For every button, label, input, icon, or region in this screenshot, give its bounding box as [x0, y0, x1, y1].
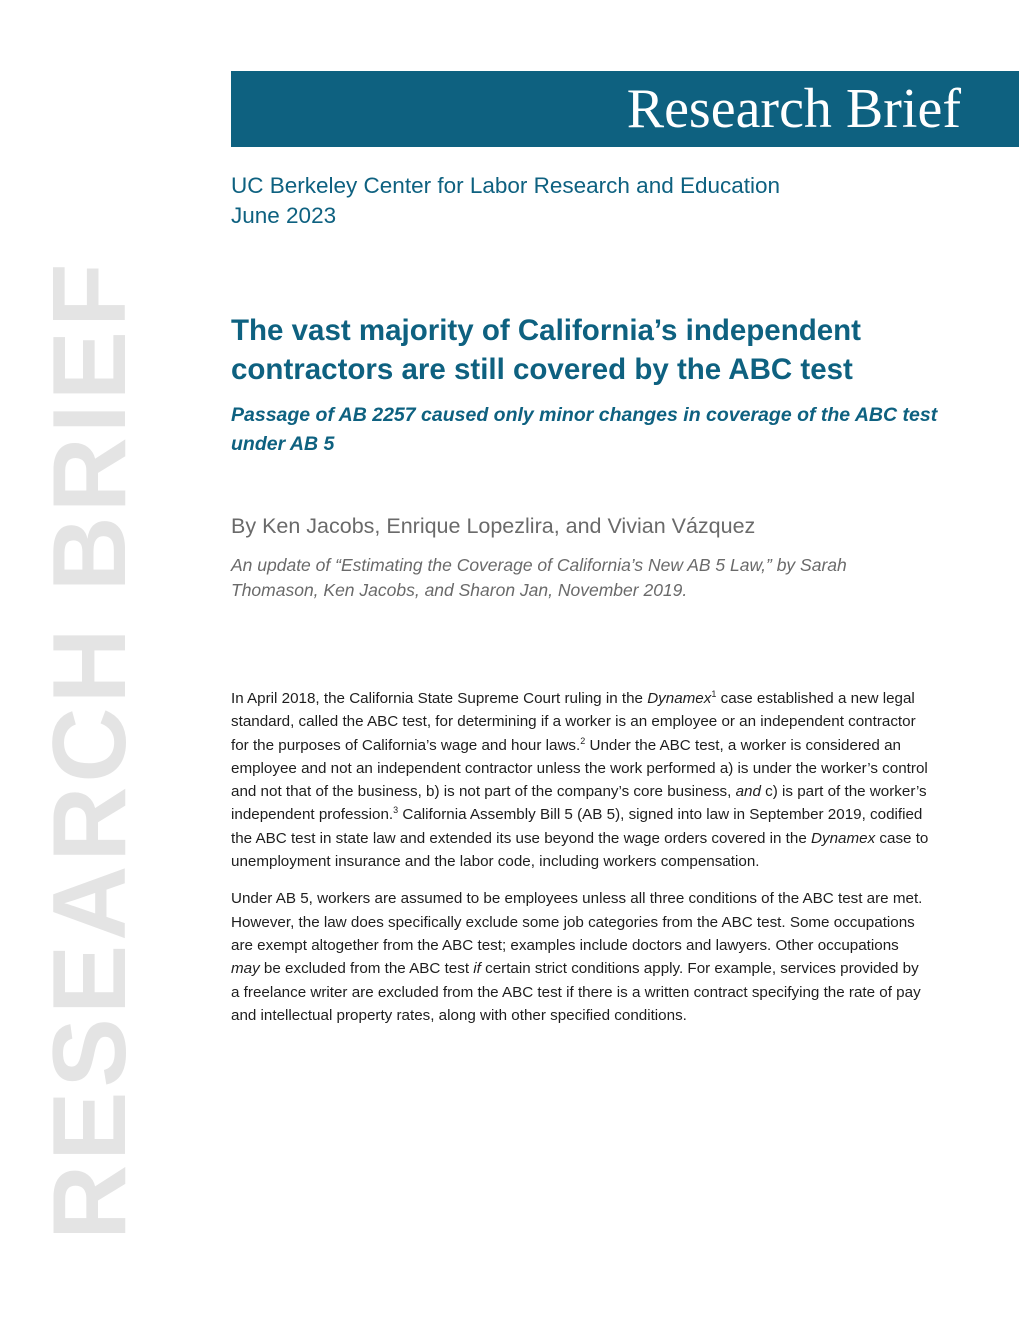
- body-paragraph-1: [231, 687, 929, 873]
- body-text: [231, 687, 929, 1041]
- p1-text-6: case to unemployment insurance and the labor code, including workers compensation.: [231, 829, 929, 871]
- banner-title: Research Brief: [626, 78, 961, 140]
- footnote-ref-1[interactable]: 1: [711, 688, 717, 699]
- organization-block: [231, 171, 780, 231]
- authors-line: By Ken Jacobs, Enrique Lopezlira, and Vivian Vázquez: [231, 514, 756, 538]
- p1-text-3: Under the ABC test, a worker is considered an employee and not an independent contractor unless the work performed a) is under the worker’s control and not that of the business, b) is not part of the company’s core business,: [231, 736, 928, 801]
- p1-text-1: In April 2018, the California State Supreme Court ruling in the: [231, 690, 648, 707]
- p2-if-emphasis: if: [473, 960, 481, 978]
- side-watermark-label: RESEARCH BRIEF: [32, 259, 148, 1240]
- publication-date: June 2023: [231, 203, 337, 228]
- document-subtitle: Passage of AB 2257 caused only minor changes in coverage of the ABC test under AB 5: [231, 404, 938, 455]
- p2-text-2: be excluded from the ABC test: [259, 960, 474, 978]
- body-paragraph-2: [231, 887, 929, 1027]
- update-note: An update of “Estimating the Coverage of California’s New AB 5 Law,” by Sarah Thomason, Ken Jacobs, and Sharon Jan, November 2019.: [231, 555, 847, 600]
- p1-and-emphasis: and: [735, 783, 761, 801]
- header-banner: [231, 71, 1019, 147]
- document-title: The vast majority of California’s independent contractors are still covered by the ABC test: [231, 314, 861, 386]
- footnote-ref-2[interactable]: 2: [580, 735, 586, 746]
- p1-text-5: California Assembly Bill 5 (AB 5), signed into law in September 2019, codified the ABC test in state law and extended its use beyond the wage orders covered in the: [231, 806, 923, 847]
- p2-may-emphasis: may: [231, 960, 260, 978]
- p1-text-2: case established a new legal standard, called the ABC test, for determining if a worker is an employee or an independent contractor for the purposes of California’s wage and hour laws.: [231, 690, 916, 754]
- p2-text-3: certain strict conditions apply. For example, services provided by a freelance writer are excluded from the ABC test if there is a written contract specifying the rate of pay and intellectual property rates, along with other specified conditions.: [231, 960, 921, 1024]
- p1-text-4: c) is part of the worker’s independent profession.: [231, 783, 927, 824]
- p2-text-1: Under AB 5, workers are assumed to be employees unless all three conditions of the ABC test are met. However, the law does specifically exclude some job categories from the ABC test. Some occupations are exempt altogether from the ABC test; examples include doctors and lawyers. Other occupations: [231, 890, 923, 954]
- p1-dynamex-1: Dynamex: [647, 690, 712, 707]
- organization-name: UC Berkeley Center for Labor Research and Education: [231, 173, 781, 198]
- p1-dynamex-2: Dynamex: [811, 829, 876, 847]
- footnote-ref-3[interactable]: 3: [393, 805, 399, 816]
